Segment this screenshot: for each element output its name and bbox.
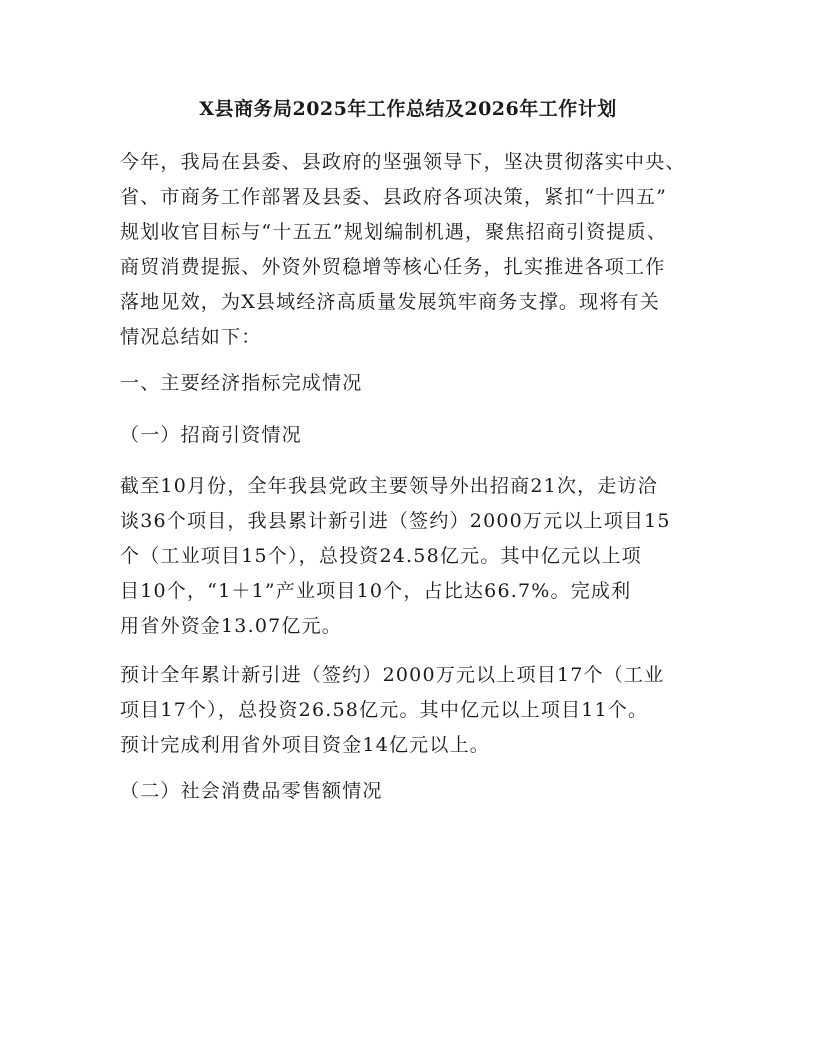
document-title: X县商务局2025年工作总结及2026年工作计划 — [199, 98, 617, 120]
subsection-heading-investment: （一）招商引资情况 — [120, 424, 302, 446]
paragraph-line: 预计全年累计新引进（签约）2000万元以上项目17个（工业 — [120, 664, 665, 686]
intro-paragraph — [120, 145, 700, 355]
investment-paragraph-1 — [120, 469, 700, 644]
paragraph-line: 截至10月份，全年我县党政主要领导外出招商21次，走访洽 — [120, 475, 658, 497]
intro-line: 今年，我局在县委、县政府的坚强领导下，坚决贯彻落实中央、 — [120, 151, 686, 173]
intro-line: 商贸消费提振、外资外贸稳增等核心任务，扎实推进各项工作 — [120, 256, 666, 278]
paragraph-line: 谈36个项目，我县累计新引进（签约）2000万元以上项目15 — [120, 510, 671, 532]
intro-line: 规划收官目标与“十五五”规划编制机遇，聚焦招商引资提质、 — [120, 221, 668, 243]
paragraph-line: 预计完成利用省外项目资金14亿元以上。 — [120, 734, 490, 756]
intro-line: 落地见效，为X县域经济高质量发展筑牢商务支撑。现将有关 — [120, 291, 660, 313]
investment-paragraph-2 — [120, 658, 700, 763]
paragraph-line: 项目17个），总投资26.58亿元。其中亿元以上项目11个。 — [120, 699, 649, 721]
document-body — [120, 145, 700, 825]
intro-line: 情况总结如下： — [120, 326, 262, 348]
section-heading: 一、主要经济指标完成情况 — [120, 372, 363, 394]
intro-line: 省、市商务工作部署及县委、县政府各项决策，紧扣“十四五” — [120, 186, 668, 208]
subsection-heading-retail: （二）社会消费品零售额情况 — [120, 780, 383, 802]
paragraph-line: 目10个，“1＋1”产业项目10个，占比达66.7%。完成利 — [120, 580, 632, 602]
paragraph-line: 用省外资金13.07亿元。 — [120, 615, 342, 637]
paragraph-line: 个（工业项目15个），总投资24.58亿元。其中亿元以上项 — [120, 545, 642, 567]
